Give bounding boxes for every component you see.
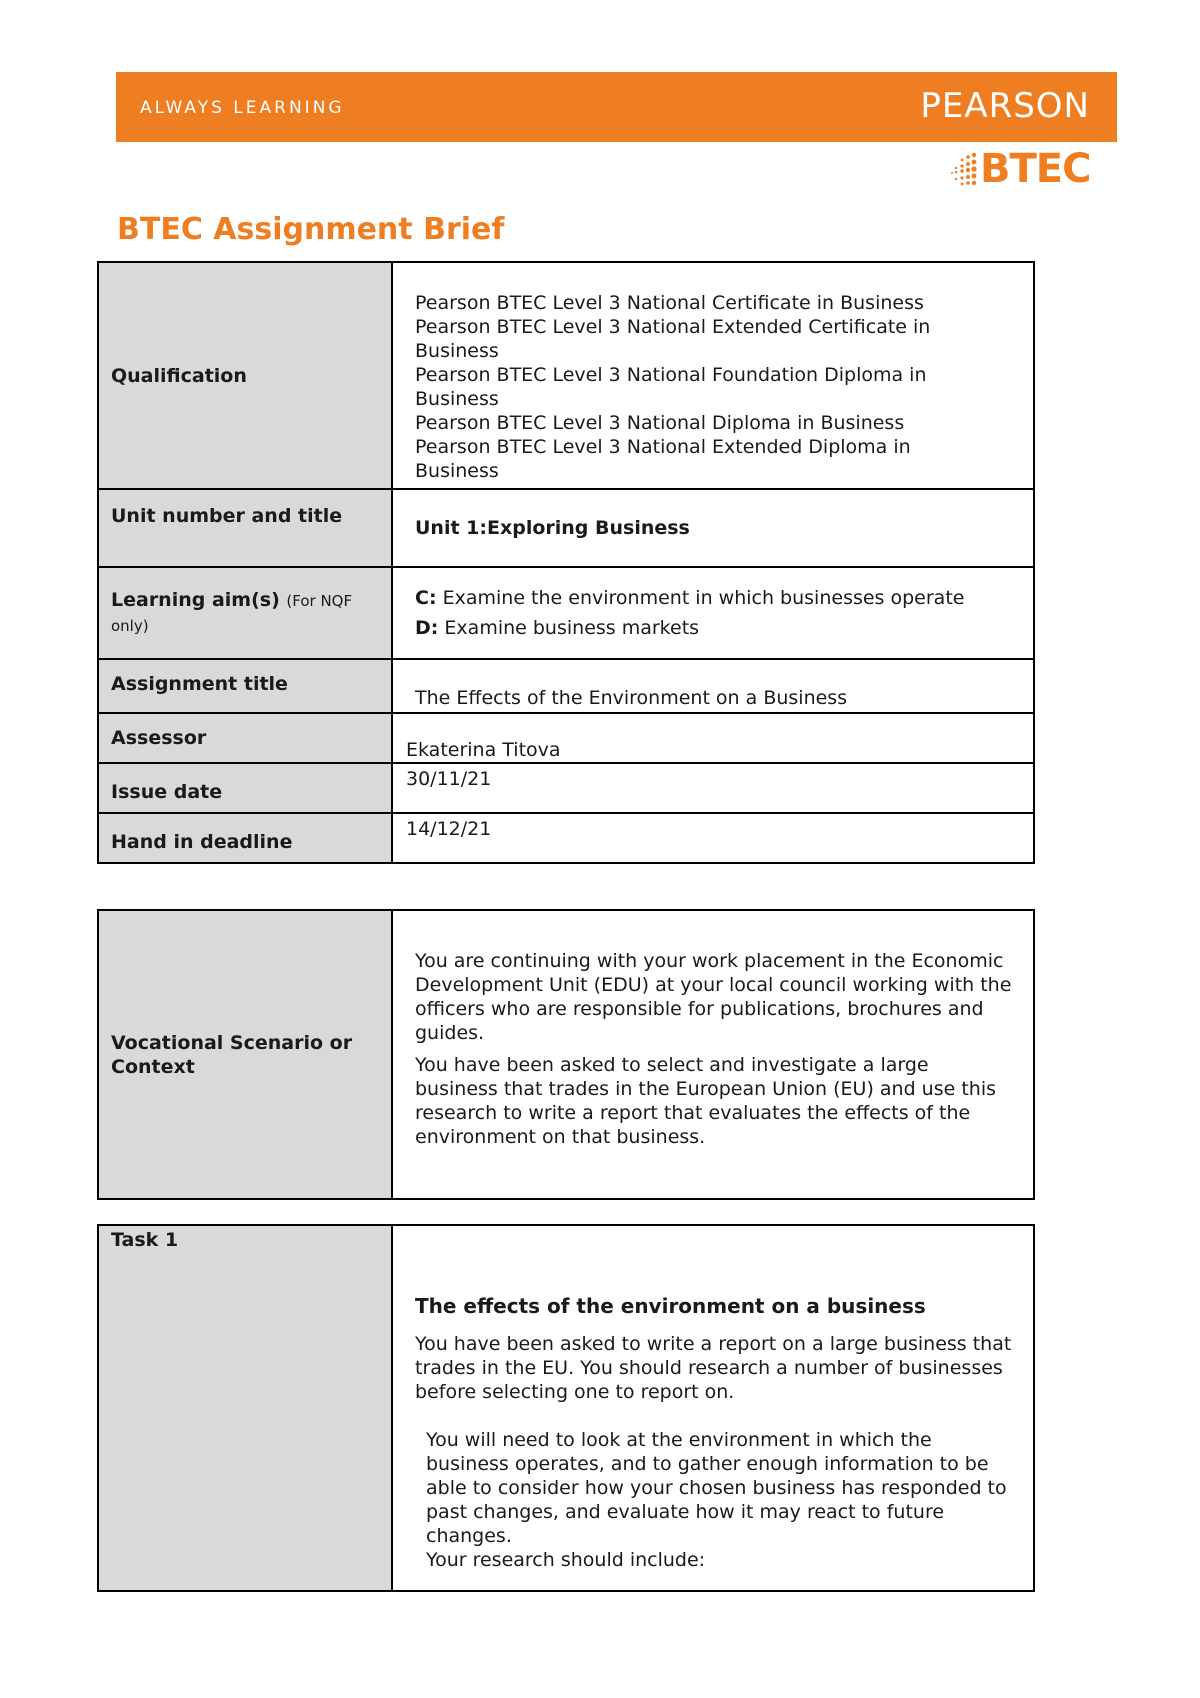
assessor-row: [98, 713, 1034, 763]
qualification-label: Qualification: [98, 262, 392, 489]
task-paragraph: You have been asked to write a report on a large business that trades in the EU. You should research a number of businesses before selecting one to report on.: [415, 1333, 1012, 1403]
aim-d-text: Examine business markets: [444, 617, 700, 639]
aim-d: [415, 616, 1015, 640]
learning-aims-row: [98, 567, 1034, 659]
aim-c-code: C:: [415, 587, 437, 609]
qualification-line: Pearson BTEC Level 3 National Certificate in Business: [415, 292, 924, 314]
task-heading: The effects of the environment on a business: [415, 1294, 926, 1318]
learning-aims-label: [98, 567, 392, 659]
details-table: [97, 261, 1035, 864]
unit-row: [98, 489, 1034, 567]
unit-label: Unit number and title: [98, 489, 392, 567]
task-value: [392, 1225, 1034, 1591]
learning-aims-value: [392, 567, 1034, 659]
qualification-row: [98, 262, 1034, 489]
learning-aims-note: (For NQF only): [111, 592, 353, 635]
tagline: ALWAYS LEARNING: [140, 98, 345, 118]
issue-date-label: Issue date: [98, 763, 392, 813]
issue-date-value: 30/11/21: [392, 763, 1034, 813]
scenario-paragraph: You have been asked to select and investigate a large business that trades in the European Union (EU) and use this research to write a report that evaluates the effects of the environment on that business.: [415, 1054, 997, 1148]
page-title: BTEC Assignment Brief: [117, 212, 505, 247]
qualification-line: Business: [415, 340, 499, 362]
pearson-logo: PEARSON: [920, 86, 1090, 126]
assignment-title-row: [98, 659, 1034, 713]
qualification-line: Pearson BTEC Level 3 National Extended Diploma in: [415, 436, 911, 458]
task-paragraph: You will need to look at the environment in which the business operates, and to gather enough information to be able to consider how your chosen business has responded to past changes, and evaluate how it may react to future changes.: [426, 1429, 1007, 1547]
assessor-label: Assessor: [98, 713, 392, 763]
assignment-title-label: Assignment title: [98, 659, 392, 713]
scenario-label: Vocational Scenario or Context: [98, 910, 392, 1199]
qualification-line: Pearson BTEC Level 3 National Extended Certificate in: [415, 316, 931, 338]
btec-dots-icon: [950, 149, 980, 189]
task-paragraph: Your research should include:: [426, 1549, 706, 1571]
learning-aims-title: Learning aim(s): [111, 589, 280, 611]
aim-d-code: D:: [415, 617, 439, 639]
deadline-label: Hand in deadline: [98, 813, 392, 863]
assessor-value: Ekaterina Titova: [392, 713, 1034, 763]
qualification-line: Business: [415, 460, 499, 482]
aim-c-text: Examine the environment in which businesses operate: [442, 587, 965, 609]
qualification-line: Pearson BTEC Level 3 National Diploma in Business: [415, 412, 905, 434]
btec-wordmark: BTEC: [980, 146, 1091, 192]
task-label: Task 1: [98, 1225, 392, 1591]
assignment-title-value: The Effects of the Environment on a Business: [392, 659, 1034, 713]
unit-value: Unit 1:Exploring Business: [392, 489, 1034, 567]
issue-date-row: [98, 763, 1034, 813]
deadline-value: 14/12/21: [392, 813, 1034, 863]
qualification-value: [392, 262, 1034, 489]
scenario-row: [98, 910, 1034, 1199]
deadline-row: [98, 813, 1034, 863]
task-row: [98, 1225, 1034, 1591]
scenario-paragraph: You are continuing with your work placement in the Economic Development Unit (EDU) at your local council working with the officers who are responsible for publications, brochures and guides.: [415, 950, 1012, 1044]
aim-c: [415, 586, 1015, 610]
qualification-line: Pearson BTEC Level 3 National Foundation Diploma in: [415, 364, 927, 386]
task-table: [97, 1224, 1035, 1592]
scenario-value: [392, 910, 1034, 1199]
scenario-table: [97, 909, 1035, 1200]
btec-logo: [950, 146, 1100, 192]
qualification-line: Business: [415, 388, 499, 410]
